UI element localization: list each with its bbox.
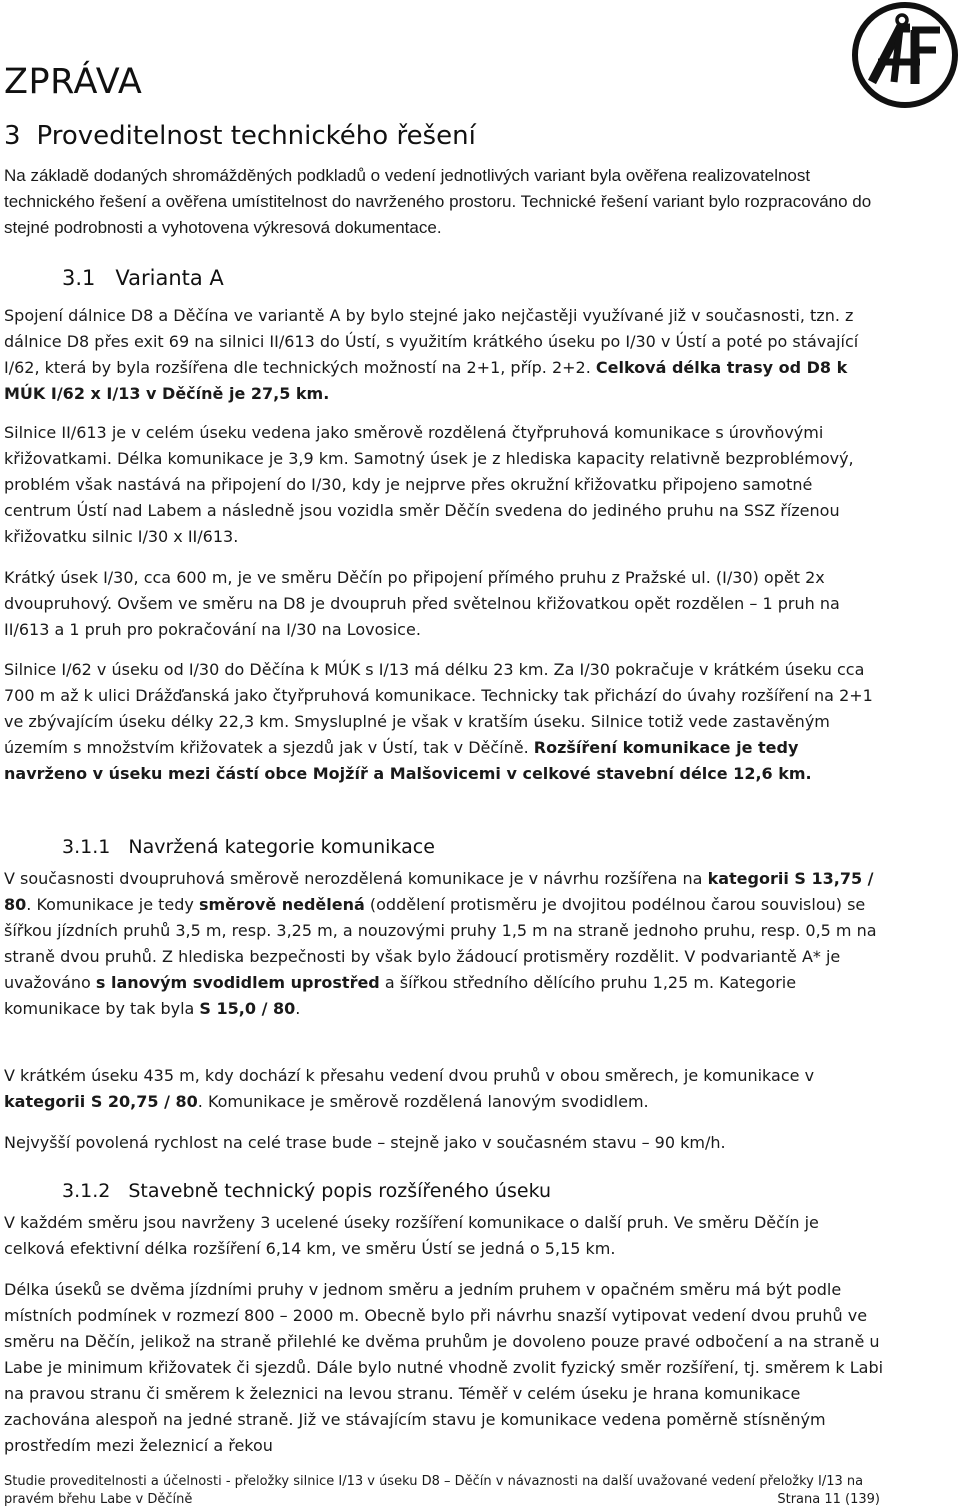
paragraph [4,303,884,407]
page-number: Strana 11 (139) [777,1492,880,1507]
subsection-title: Varianta A [115,266,224,290]
document-label: ZPRÁVA [4,62,143,102]
paragraph-text: . [295,999,301,1018]
paragraph-text: . Komunikace je směrově rozdělená lanovým svodidlem. [197,1092,649,1111]
section-title: Proveditelnost technického řešení [36,121,476,151]
subsubsection-heading [62,836,435,858]
page-footer [4,1473,884,1509]
subsubsection-heading [62,1180,551,1202]
subsection-number: 3.1 [62,266,96,290]
paragraph [4,657,884,787]
subsubsection-number: 3.1.2 [62,1180,111,1202]
paragraph: Délka úseků se dvěma jízdními pruhy v jednom směru a jedním pruhem v opačném směru má být podle místních podmínek v rozmezí 800 – 2000 m. Obecně bylo při návrhu snazší vytipovat vedení dvou pruhů ve směru na Děčín, jelikož na straně přilehlé ke dvěma pruhům je dovoleno pouze pravé odbočení a na straně u Labe je minimum křižovatek či sjezdů. Dále bylo nutné vhodně zvolit fyzický směr rozšíření, tj. směrem k Labi na pravou stranu či směrem k železnici na levou stranu. Téměř v celém úseku je hrana komunikace zachována alespoň na jedné straně. Již ve stávajícím stavu je komunikace vedena poměrně stísněným prostředím mezi železnicí a řekou [4,1280,884,1455]
paragraph-text: . Komunikace je tedy [26,895,199,914]
company-logo-icon [850,0,960,110]
paragraph-bold-text: kategorii S 13,75 / 80 [4,869,874,914]
footer-title: Studie proveditelnosti a účelnosti - přeložky silnice I/13 v úseku D8 – Děčín v návaznosti na další uvažované vedení přeložky I/13 na pravém břehu Labe v Děčíně [4,1474,864,1507]
paragraph [4,1063,884,1115]
section-number: 3 [4,121,21,151]
subsection-heading [62,266,224,290]
paragraph [4,866,884,1022]
section-intro-paragraph: Na základě dodaných shromážděných podkladů o vedení jednotlivých variant byla ověřena realizovatelnost technického řešení a ověřena umístitelnost do navrženého prostoru. Technické řešení variant bylo rozpracováno do stejné podrobnosti a vyhotovena výkresová dokumentace. [4,166,872,237]
subsubsection-number: 3.1.1 [62,836,111,858]
paragraph: Silnice II/613 je v celém úseku vedena jako směrově rozdělená čtyřpruhová komunikace s úrovňovými křižovatkami. Délka komunikace je 3,9 km. Samotný úsek je z hlediska kapacity relativně bezproblémový, problém však nastává na připojení do I/30, kdy je nejprve přes okružní křižovatku připojeno samotné centrum Ústí nad Labem a následně jsou vozidla směr Děčín svedena do jediného pruhu na SSZ řízenou křižovatku silnic I/30 x II/613. [4,423,854,546]
paragraph-text: a šířkou středního dělícího pruhu 1,25 m. Kategorie komunikace by tak byla [4,973,797,1018]
paragraph-text: Spojení dálnice D8 a Děčína ve variantě A by bylo stejné jako nejčastěji využívané již v současnosti, tzn. z dálnice D8 přes exit 69 na silnici II/613 do Ústí, s využitím krátkého úseku po I/30 v Ústí a poté po stávající I/62, která by byla rozšířena dle technických možností na 2+1, příp. 2+2. [4,306,859,377]
paragraph-bold-text: Rozšíření komunikace je tedy navrženo v úseku mezi částí obce Mojžíř a Malšovicemi v celkové stavební délce 12,6 km. [4,738,812,783]
subsubsection-title: Stavebně technický popis rozšířeného úseku [128,1180,552,1202]
paragraph-text: V krátkém úseku 435 m, kdy dochází k přesahu vedení dvou pruhů v obou směrech, je komunikace v [4,1066,815,1085]
subsubsection-title: Navržená kategorie komunikace [128,836,435,858]
paragraph: Krátký úsek I/30, cca 600 m, je ve směru Děčín po připojení přímého pruhu z Pražské ul. (I/30) opět 2x dvoupruhový. Ovšem ve směru na D8 je dvoupruh před světelnou křižovatkou opět rozdělen – 1 pruh na II/613 a 1 pruh pro pokračování na I/30 na Lovosice. [4,568,840,639]
paragraph-text: (oddělení protisměru je dvojitou podélnou čarou souvislou) se šířkou jízdních pruhů 3,5 m, resp. 3,25 m, a nouzovými pruhy 1,5 m na straně jednoho pruhu, resp. 0,5 m na straně dvou pruhů. Z hlediska bezpečnosti by však bylo žádoucí protisměry rozdělit. V podvariantě A* je uvažováno [4,895,877,992]
paragraph-bold-text: Celková délka trasy od D8 k MÚK I/62 x I/13 v Děčíně je 27,5 km. [4,358,848,403]
paragraph-bold-text: S 15,0 / 80 [199,999,296,1018]
section-heading [4,121,476,151]
paragraph-bold-text: s lanovým svodidlem uprostřed [95,973,380,992]
paragraph: V každém směru jsou navrženy 3 ucelené úseky rozšíření komunikace o další pruh. Ve směru Děčín je celková efektivní délka rozšíření 6,14 km, ve směru Ústí se jedná o 5,15 km. [4,1213,819,1258]
paragraph-bold-text: kategorii S 20,75 / 80 [4,1092,198,1111]
paragraph-text: V současnosti dvoupruhová směrově nerozdělená komunikace je v návrhu rozšířena na [4,869,708,888]
paragraph: Nejvyšší povolená rychlost na celé trase bude – stejně jako v současném stavu – 90 km/h. [4,1133,726,1152]
paragraph-bold-text: směrově nedělená [198,895,365,914]
paragraph-text: Silnice I/62 v úseku od I/30 do Děčína k MÚK s I/13 má délku 23 km. Za I/30 pokračuje v krátkém úseku cca 700 m až k ulici Drážďanská jako čtyřpruhová komunikace. Technicky tak přichází do úvahy rozšíření na 2+1 ve zbývajícím úseku délky 22,3 km. Smysluplné je však v kratším úseku. Silnice totiž vede zastavěným územím s množstvím křižovatek a sjezdů jak v Ústí, tak v Děčíně. [4,660,873,757]
